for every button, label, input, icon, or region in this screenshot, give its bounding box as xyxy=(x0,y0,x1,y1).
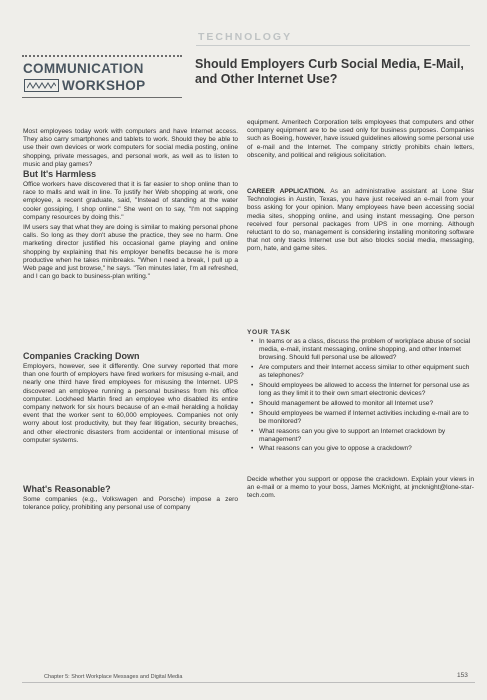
list-item: • Should employees be warned if Internet activities including e-mail are to be monitored? xyxy=(251,410,473,426)
career-lead: CAREER APPLICATION. xyxy=(247,188,326,195)
section-heading: But It's Harmless xyxy=(23,169,97,179)
footer-chapter: Chapter 5: Short Workplace Messages and Digital Media xyxy=(44,674,183,680)
intro-paragraph: Most employees today work with computers and have Internet access. They also carry smartphones and tablets to work. Should they be able to use their own devices or work computers for social media posting, online shopping, private messages, and personal work, as well as to listen to music and play games? xyxy=(23,128,238,168)
article-title: Should Employers Curb Social Media, E-Mail, and Other Internet Use? xyxy=(195,57,464,86)
paragraph: IM users say that what they are doing is similar to making personal phone calls. So long as they don't abuse the practice, they see no harm. One marketing director justified his occasional game playing and online shopping by explaining that his employer benefits because he is more productive when he takes minibreaks. "When I need a break, I pull up a Web page and just browse," he says. "Ten minutes later, I'm all refreshed, and I can go back to business-plan writing." xyxy=(23,224,238,281)
section-body xyxy=(23,496,238,514)
section-heading: What's Reasonable? xyxy=(23,484,111,494)
right-top-paragraph: equipment. Ameritech Corporation tells employees that computers and other company equipment are to be used only for business purposes. Companies such as Boeing, however, have issued guidelines allowing some personal use of e-mail and the Internet. The company strictly prohibits chain letters, obscenity, and political and religious solicitation. xyxy=(247,119,474,159)
list-item: • Are computers and their Internet access similar to other equipment such as telephones? xyxy=(251,364,473,380)
zigzag-icon xyxy=(24,79,59,92)
list-item: • Should management be allowed to monitor all Internet use? xyxy=(251,400,473,408)
career-application xyxy=(247,188,474,254)
list-item: • In teams or as a class, discuss the problem of workplace abuse of social media, e-mail, instant messaging, online shopping, and other Internet browsing. Should full personal use be allowed? xyxy=(251,338,473,363)
career-text: As an administrative assistant at Lone Star Technologies in Austin, Texas, you have just received an e-mail from your boss asking for your opinion. Many employees have been accessing social media sites, shopping online, and using instant messaging. One person received four personal packages from UPS in one morning. Although reluctant to do so, management is considering installing monitoring software that not only tracks Internet use but also blocks social media, messaging, porn, hate, and game sites. xyxy=(247,188,474,253)
feature-title-row xyxy=(24,77,145,93)
dotted-rule xyxy=(22,55,182,57)
footer-rule xyxy=(22,682,475,683)
list-item: • Should employees be allowed to access the Internet for personal use as long as they limit it to their own smart electronic devices? xyxy=(251,382,473,398)
feature-rule xyxy=(22,97,182,98)
feature-title-line2: WORKSHOP xyxy=(62,77,146,93)
section-rule xyxy=(196,45,470,46)
feature-title-line1: COMMUNICATION xyxy=(23,61,144,76)
section-heading: Companies Cracking Down xyxy=(23,351,140,361)
task-closing: Decide whether you support or oppose the crackdown. Explain your views in an e-mail or a memo to your boss, James McKnight, at jmcknight@lone-star-tech.com. xyxy=(247,476,474,500)
paragraph: Employers, however, see it differently. One survey reported that more than one fourth of employers have fired workers for misusing e-mail, and nearly one third have fired employees for misusing the Internet. UPS discovered an employee running a personal business from his office computer. Lockheed Martin fired an employee who disabled its entire company network for six hours because of an e-mail heralding a holiday event that the worker sent to 60,000 employees. Companies not only worry about lost productivity, but they fear litigation, security breaches, and other electronic disasters from accidental or intentional misuse of computer systems. xyxy=(23,363,238,444)
paragraph: Office workers have discovered that it is far easier to shop online than to race to malls and wait in line. To justify her Web shopping at work, one employee, a recent graduate, said, "Instead of standing at the water cooler gossiping, I shop online." She went on to say, "I'm not sapping company resources by doing this." xyxy=(23,181,238,221)
section-body xyxy=(23,181,238,283)
task-list xyxy=(251,338,473,455)
section-label: TECHNOLOGY xyxy=(198,31,293,43)
your-task-title: YOUR TASK xyxy=(247,329,291,336)
page-number: 153 xyxy=(457,672,468,679)
section-body xyxy=(23,363,238,447)
list-item: • What reasons can you give to support an Internet crackdown by management? xyxy=(251,428,473,444)
list-item: • What reasons can you give to oppose a crackdown? xyxy=(251,445,473,453)
paragraph: Some companies (e.g., Volkswagen and Porsche) impose a zero tolerance policy, prohibiting any personal use of company xyxy=(23,496,238,512)
